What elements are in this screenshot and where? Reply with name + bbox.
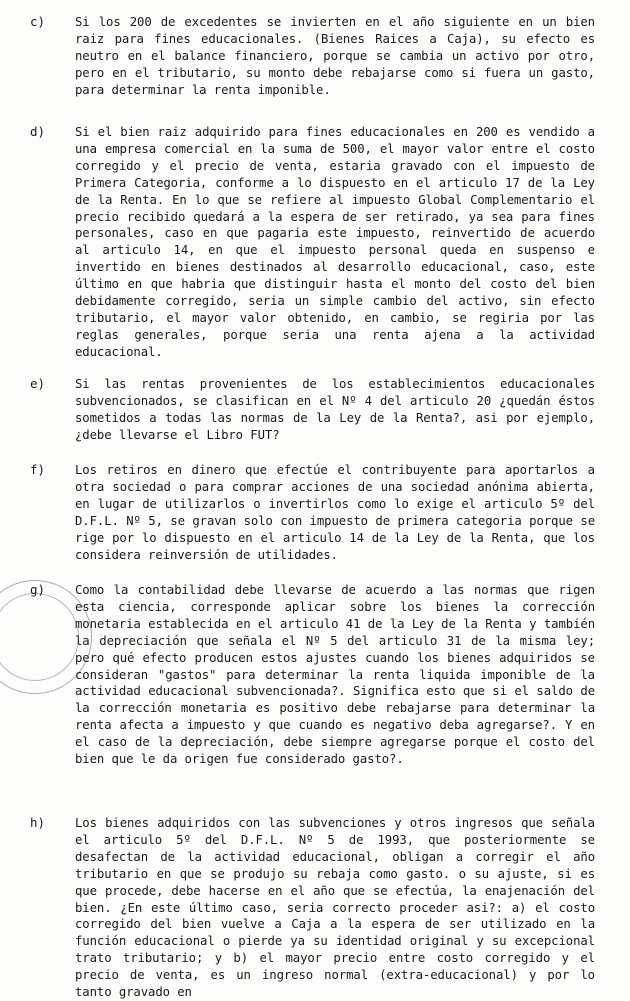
item-paragraph: Los retiros en dinero que efectúe el contribuyente para aportarlos a otra sociedad o para comprar acciones de una sociedad anónima abierta, en lugar de utilizarlos o invertirlos como lo exige el articulo 5º del D.F.L. Nº 5, se gravan solo con impuesto de primera categoria porque se rige por lo dispuesto en el articulo 14 de la Ley de la Renta, que los considera reinversión de utilidades. bbox=[75, 463, 595, 562]
item-letter: h) bbox=[30, 815, 46, 830]
item-paragraph: Como la contabilidad debe llevarse de acuerdo a las normas que rigen esta ciencia, corresponde aplicar sobre los bienes la corrección monetaria establecida en el articulo 41 de la Ley de la Renta y también la depreciación que señala el Nº 5 del articulo 31 de la misma ley; pero qué efecto producen estos ajustes cuando los bienes adquiridos se consideran "gastos" para determinar la renta liquida imponible de la actividad educacional subvencionada?. Significa esto que si el saldo de la corrección monetaria es positivo debe rebajarse para determinar la renta afecta a impuesto y que cuando es negativo deba agregarse?. Y en el caso de la depreciación, debe siempre agregarse porque el costo del bien que le da origen fue considerado gasto?. bbox=[75, 583, 595, 767]
item-letter: g) bbox=[30, 582, 46, 597]
item-letter: e) bbox=[30, 376, 46, 391]
item-letter: d) bbox=[30, 124, 46, 139]
item-paragraph: Los bienes adquiridos con las subvenciones y otros ingresos que señala el articulo 5º del D.F.L. Nº 5 de 1993, que posteriormente se desafectan de la actividad educacional, obligan a corregir el año tributario en que se produjo su rebaja como gasto. o su ajuste, si es que procede, debe hacerse en el año que se efectúa, la enajenación del bien. ¿En este último caso, seria correcto proceder asi?: a) el costo corregido del bien vuelve a Caja a la espera de ser utilizado en la función educacional o pierde ya su identidad original y su excepcional trato tributario; y b) el mayor precio entre costo corregido y el precio de venta, es un ingreso normal (extra-educacional) y por lo tanto gravado en bbox=[75, 816, 595, 1000]
item-letter: c) bbox=[30, 14, 46, 29]
stamp-inner-ring bbox=[0, 593, 79, 681]
item-paragraph: Si el bien raiz adquirido para fines educacionales en 200 es vendido a una empresa comercial en la suma de 500, el mayor valor entre el costo corregido y el precio de venta, estaria gravado con el impuesto de Primera Categoria, conforme a lo dispuesto en el articulo 17 de la Ley de la Renta. En lo que se refiere al impuesto Global Complementario el precio recibido quedará a la espera de ser retirado, ya sea para fines personales, caso en que pagaria este impuesto, reinvertido de acuerdo al articulo 14, en que el impuesto personal queda en suspenso e invertido en bienes destinados al desarrollo educacional, caso, este último en que habria que distinguir hasta el monto del costo del bien debidamente corregido, seria un simple cambio del activo, sin efecto tributario, el mayor valor obtenido, en cambio, se regiria por las reglas generales, porque seria una renta ajena a la actividad educacional. bbox=[75, 125, 595, 359]
item-paragraph: Si las rentas provenientes de los establecimientos educacionales subvencionados, se clasifican en el Nº 4 del articulo 20 ¿quedán éstos sometidos a todas las normas de la Ley de la Renta?, asi por ejemplo, ¿debe llevarse el Libro FUT? bbox=[75, 377, 595, 442]
item-letter: f) bbox=[30, 462, 46, 477]
item-paragraph: Si los 200 de excedentes se invierten en el año siguiente en un bien raiz para fines educacionales. (Bienes Raices a Caja), su efecto es neutro en el balance financiero, porque se cambia un activo por otro, pero en el tributario, su monto debe rebajarse como si fuera un gasto, para determinar la renta imponible. bbox=[75, 15, 595, 97]
